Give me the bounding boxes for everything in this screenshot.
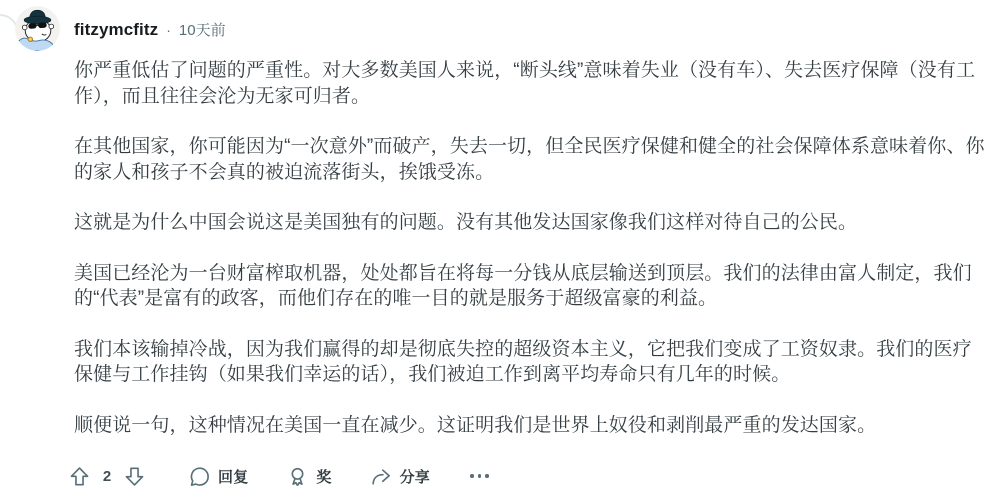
timestamp: 10天前 (178, 22, 226, 39)
award-button[interactable] (286, 465, 331, 488)
award-medal-icon (286, 465, 309, 488)
more-options-button[interactable] (468, 470, 491, 482)
snoo-avatar-icon (15, 6, 60, 51)
ellipsis-icon (468, 470, 491, 482)
comment-action-bar (68, 459, 491, 493)
comment-paragraph: 顺便说一句，这种情况在美国一直在减少。这证明我们是世界上奴役和剥削最严重的发达国家。 (74, 414, 877, 436)
comment-paragraph: 你严重低估了问题的严重性。对大多数美国人来说，“断头线”意味着失业（没有车）、失去医疗保障（没有工作），而且往往会沦为无家可归者。 (74, 60, 976, 107)
share-arrow-icon (369, 465, 393, 488)
vote-count: 2 (102, 467, 112, 485)
downvote-icon (123, 465, 146, 488)
meta-separator: · (166, 21, 171, 38)
comment-header (74, 19, 226, 40)
comment-paragraph: 这就是为什么中国会说这是美国独有的问题。没有其他发达国家像我们这样对待自己的公民。 (74, 212, 858, 233)
avatar[interactable] (15, 6, 60, 51)
comment-paragraph: 美国已经沦为一台财富榨取机器，处处都旨在将每一分钱从底层输送到顶层。我们的法律由富人制定，我们的“代表”是富有的政客，而他们存在的唯一目的就是服务于超级富豪的利益。 (74, 262, 972, 309)
downvote-button[interactable] (123, 465, 146, 488)
upvote-icon (68, 465, 91, 488)
comment-bubble-icon (188, 465, 211, 488)
award-label: 奖 (316, 468, 332, 486)
comment-body (74, 58, 988, 438)
reply-label: 回复 (218, 468, 249, 486)
reply-button[interactable] (188, 465, 248, 488)
share-button[interactable] (369, 465, 430, 488)
upvote-button[interactable] (68, 465, 91, 488)
comment-paragraph: 我们本该输掉冷战，因为我们赢得的却是彻底失控的超级资本主义，它把我们变成了工资奴隶。我们的医疗保健与工作挂钩（如果我们幸运的话），我们被迫工作到离平均寿命只有几年的时候。 (74, 338, 972, 385)
username-link[interactable]: fitzymcfitz (74, 19, 159, 39)
comment-paragraph: 在其他国家，你可能因为“一次意外”而破产，失去一切，但全民医疗保健和健全的社会保障体系意味着你、你的家人和孩子不会真的被迫流落街头，挨饿受冻。 (74, 136, 985, 183)
share-label: 分享 (399, 468, 431, 486)
